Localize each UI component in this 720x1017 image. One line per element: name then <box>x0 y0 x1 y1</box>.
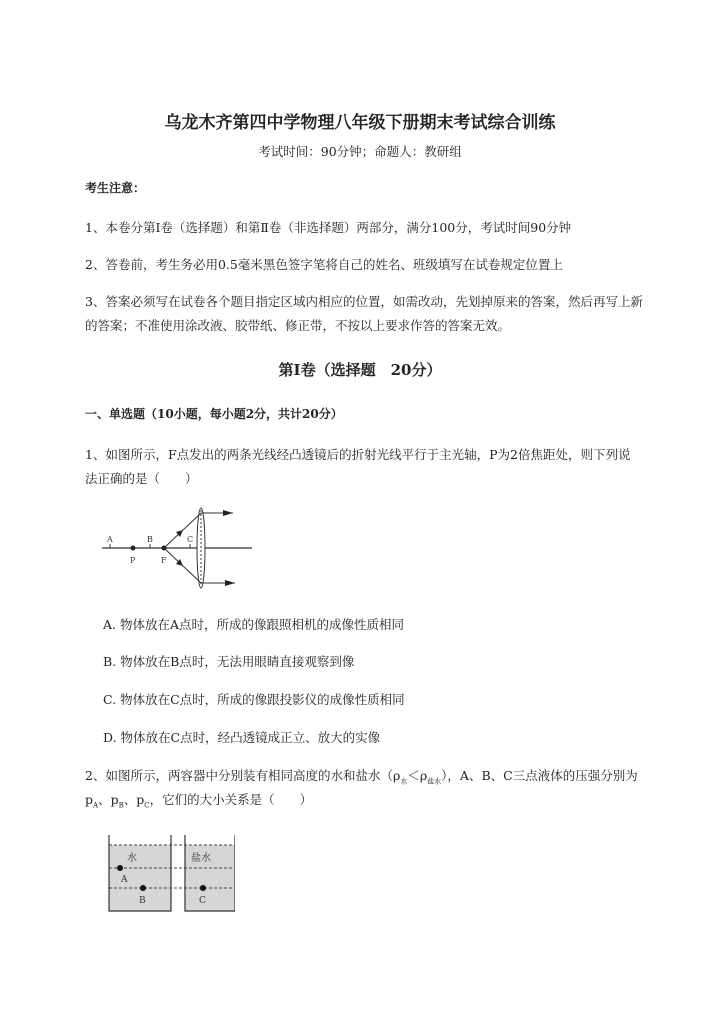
pa-sub: A <box>93 801 99 810</box>
label-b: B <box>147 535 153 544</box>
pc-sub: C <box>144 801 150 810</box>
label-c: C <box>199 896 206 906</box>
option-c[interactable]: C. 物体放在C点时，所成的像跟投影仪的成像性质相同 <box>103 692 405 707</box>
exam-subtitle: 考试时间：90分钟；命题人：教研组 <box>258 144 462 159</box>
part-title: 一、单选题（10小题，每小题2分，共计20分） <box>85 407 343 421</box>
section-title: 第I卷（选择题 20分） <box>278 361 442 379</box>
notice-item: 2、答卷前，考生务必用0.5毫米黑色签字笔将自己的姓名、班级填写在试卷规定位置上 <box>85 257 563 272</box>
q2-text-part: ＜ρ <box>407 768 428 783</box>
question-1-text: 法正确的是（ ） <box>85 471 198 486</box>
notice-item: 的答案；不准使用涂改液、胶带纸、修正带，不按以上要求作答的答案无效。 <box>85 318 511 333</box>
label-c: C <box>187 535 194 544</box>
option-b[interactable]: B. 物体放在B点时，无法用眼睛直接观察到像 <box>103 654 355 669</box>
question-1-text: 1、如图所示，F点发出的两条光线经凸透镜后的折射光线平行于主光轴，P为2倍焦距处，则下列说 <box>85 447 631 462</box>
containers-diagram <box>105 833 235 915</box>
pc: 、p <box>123 792 145 807</box>
label-f: F <box>161 556 167 565</box>
label-a: A <box>107 535 113 544</box>
label-a: A <box>121 875 128 885</box>
pa: p <box>85 792 94 807</box>
pb: 、p <box>98 792 119 807</box>
notice-item: 1、本卷分第I卷（选择题）和第Ⅱ卷（非选择题）两部分，满分100分，考试时间90分钟 <box>85 220 572 235</box>
option-d[interactable]: D. 物体放在C点时，经凸透镜成正立、放大的实像 <box>103 730 381 745</box>
q2-text-part: ，它们的大小关系是（ ） <box>149 792 313 807</box>
rho-water-sub: 水 <box>400 777 408 786</box>
notice-heading: 考生注意： <box>85 181 146 195</box>
notice-item: 3、答案必须写在试卷各个题目指定区域内相应的位置，如需改动，先划掉原来的答案，然后再写上新 <box>85 294 643 309</box>
option-a[interactable]: A. 物体放在A点时，所成的像跟照相机的成像性质相同 <box>103 617 405 632</box>
q2-text-part: 2、如图所示，两容器中分别装有相同高度的水和盐水（ρ <box>85 768 401 783</box>
question-2-text <box>85 788 312 818</box>
page-title: 乌龙木齐第四中学物理八年级下册期末考试综合训练 <box>164 113 556 133</box>
rho-salt-sub: 盐水 <box>427 777 442 786</box>
lens-diagram <box>100 505 260 597</box>
label-salt-water: 盐水 <box>191 853 211 864</box>
pb-sub: B <box>118 801 124 810</box>
label-p: P <box>130 556 136 565</box>
q2-text-part: ），A、B、C三点液体的压强分别为 <box>441 768 638 783</box>
label-water: 水 <box>127 853 137 864</box>
label-b: B <box>139 896 146 906</box>
